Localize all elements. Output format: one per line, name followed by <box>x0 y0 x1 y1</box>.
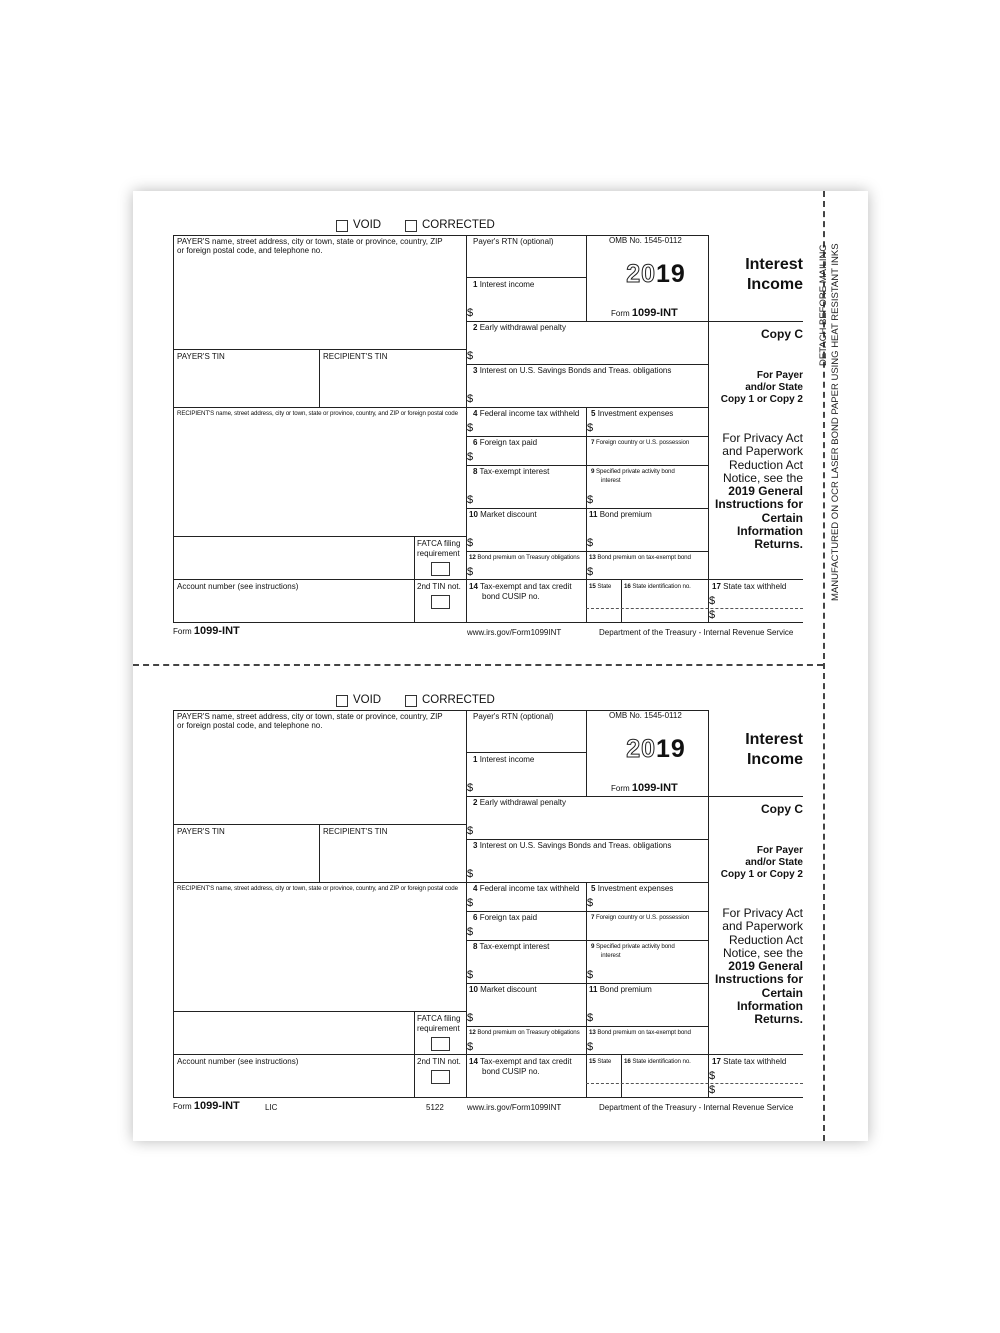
box5-dollar: $ <box>587 422 594 434</box>
box1-label: 1 Interest income <box>473 280 535 289</box>
irs-url[interactable]: www.irs.gov/Form1099INT <box>467 1103 562 1112</box>
department-text: Department of the Treasury - Internal Revenue Service <box>599 628 794 637</box>
box11-label: 11 Bond premium <box>589 510 652 519</box>
box2-dollar: $ <box>467 350 474 362</box>
box17-label: 17 State tax withheld <box>712 582 787 591</box>
box2-dollar: $ <box>467 825 474 837</box>
box3-label: 3 Interest on U.S. Savings Bonds and Treas. obligations <box>473 366 672 375</box>
void-label: VOID <box>353 694 382 706</box>
box15-label: 15 State <box>589 583 612 590</box>
box6-dollar: $ <box>467 451 474 463</box>
box10-dollar: $ <box>467 1012 474 1024</box>
box9-dollar: $ <box>587 494 594 506</box>
box11-dollar: $ <box>587 537 594 549</box>
box13-label: 13 Bond premium on tax-exempt bond <box>589 554 691 561</box>
second-tin-checkbox[interactable] <box>431 1070 450 1084</box>
form-code: 5122 <box>426 1103 444 1112</box>
corrected-checkbox[interactable] <box>405 220 417 232</box>
box3-dollar: $ <box>467 393 474 405</box>
box9-label-2: interest <box>601 952 621 959</box>
box14-label: 14 Tax-exempt and tax credit <box>469 582 572 591</box>
box8-dollar: $ <box>467 494 474 506</box>
department-text: Department of the Treasury - Internal Revenue Service <box>599 1103 794 1112</box>
rtn-label: Payer's RTN (optional) <box>473 237 554 246</box>
box12-label: 12 Bond premium on Treasury obligations <box>469 1029 580 1036</box>
box8-label: 8 Tax-exempt interest <box>473 467 550 476</box>
fatca-checkbox[interactable] <box>431 562 450 576</box>
perforation-horizontal <box>133 664 823 666</box>
box16-label: 16 State identification no. <box>624 583 691 590</box>
form-sheet <box>133 191 868 1141</box>
fatca-label: FATCA filing <box>417 539 461 548</box>
box10-dollar: $ <box>467 537 474 549</box>
box3-label: 3 Interest on U.S. Savings Bonds and Treas. obligations <box>473 841 672 850</box>
box7-label: 7 Foreign country or U.S. possession <box>591 439 690 446</box>
tax-year: 2019 <box>626 735 686 763</box>
box17-label: 17 State tax withheld <box>712 1057 787 1066</box>
payer-name-label-2: or foreign postal code, and telephone no. <box>177 721 323 730</box>
box1-dollar: $ <box>467 782 474 794</box>
box8-dollar: $ <box>467 969 474 981</box>
account-number-label: Account number (see instructions) <box>177 1057 299 1066</box>
box6-dollar: $ <box>467 926 474 938</box>
box9-dollar: $ <box>587 969 594 981</box>
second-tin-label: 2nd TIN not. <box>417 1057 461 1066</box>
payer-name-label: PAYER'S name, street address, city or town, state or province, country, ZIP <box>177 712 443 721</box>
recipient-tin-label: RECIPIENT'S TIN <box>323 352 388 361</box>
second-tin-checkbox[interactable] <box>431 595 450 609</box>
box2-label: 2 Early withdrawal penalty <box>473 323 566 332</box>
form-title: Interest Income <box>745 731 803 768</box>
box11-label: 11 Bond premium <box>589 985 652 994</box>
box12-dollar: $ <box>467 566 474 578</box>
box6-label: 6 Foreign tax paid <box>473 913 538 922</box>
box17-dollar-1: $ <box>709 1070 716 1082</box>
form-copy-bottom <box>133 666 868 1141</box>
for-payer-note: For Payer and/or State Copy 1 or Copy 2 <box>720 845 803 880</box>
box5-dollar: $ <box>587 897 594 909</box>
corrected-label: CORRECTED <box>422 694 495 706</box>
box9-label: 9 Specified private activity bond <box>591 943 675 950</box>
box12-label: 12 Bond premium on Treasury obligations <box>469 554 580 561</box>
box9-label-2: interest <box>601 477 621 484</box>
corrected-checkbox[interactable] <box>405 695 417 707</box>
payer-name-label: PAYER'S name, street address, city or town, state or province, country, ZIP <box>177 237 443 246</box>
account-number-label: Account number (see instructions) <box>177 582 299 591</box>
copy-label: Copy C <box>761 327 803 341</box>
box14-label: 14 Tax-exempt and tax credit <box>469 1057 572 1066</box>
box6-label: 6 Foreign tax paid <box>473 438 538 447</box>
box5-label: 5 Investment expenses <box>591 884 674 893</box>
corrected-label: CORRECTED <box>422 219 495 231</box>
recipient-tin-label: RECIPIENT'S TIN <box>323 827 388 836</box>
box11-dollar: $ <box>587 1012 594 1024</box>
box13-dollar: $ <box>587 1041 594 1053</box>
footer-form-name: Form 1099-INT <box>173 1100 240 1112</box>
tax-year: 2019 <box>626 260 686 288</box>
rtn-label: Payer's RTN (optional) <box>473 712 554 721</box>
box10-label: 10 Market discount <box>469 510 537 519</box>
fatca-checkbox[interactable] <box>431 1037 450 1051</box>
payer-name-label-2: or foreign postal code, and telephone no. <box>177 246 323 255</box>
box14-label-2: bond CUSIP no. <box>482 592 540 601</box>
fatca-label: FATCA filing <box>417 1014 461 1023</box>
omb-number: OMB No. 1545-0112 <box>609 236 682 245</box>
irs-url[interactable]: www.irs.gov/Form1099INT <box>467 628 562 637</box>
fatca-label-2: requirement <box>417 549 460 558</box>
box10-label: 10 Market discount <box>469 985 537 994</box>
box2-label: 2 Early withdrawal penalty <box>473 798 566 807</box>
void-checkbox[interactable] <box>336 695 348 707</box>
box9-label: 9 Specified private activity bond <box>591 468 675 475</box>
form-id-label: Form 1099-INT <box>611 782 678 794</box>
box3-dollar: $ <box>467 868 474 880</box>
privacy-notice: For Privacy Act and Paperwork Reduction Act Notice, see the 2019 General Instructions for Certain Information Returns. <box>714 431 803 552</box>
box17-dollar-2: $ <box>709 609 716 621</box>
box17-dollar-1: $ <box>709 595 716 607</box>
box8-label: 8 Tax-exempt interest <box>473 942 550 951</box>
payer-tin-label: PAYER'S TIN <box>177 827 225 836</box>
box7-label: 7 Foreign country or U.S. possession <box>591 914 690 921</box>
fatca-label-2: requirement <box>417 1024 460 1033</box>
box13-dollar: $ <box>587 566 594 578</box>
void-checkbox[interactable] <box>336 220 348 232</box>
box4-dollar: $ <box>467 422 474 434</box>
omb-number: OMB No. 1545-0112 <box>609 711 682 720</box>
copy-label: Copy C <box>761 802 803 816</box>
box1-dollar: $ <box>467 307 474 319</box>
recipient-name-label: RECIPIENT'S name, street address, city or town, state or province, country, and ZIP or foreign postal code <box>177 410 458 417</box>
recipient-name-label: RECIPIENT'S name, street address, city or town, state or province, country, and ZIP or foreign postal code <box>177 885 458 892</box>
for-payer-note: For Payer and/or State Copy 1 or Copy 2 <box>720 370 803 405</box>
form-id-label: Form 1099-INT <box>611 307 678 319</box>
box16-label: 16 State identification no. <box>624 1058 691 1065</box>
box12-dollar: $ <box>467 1041 474 1053</box>
payer-tin-label: PAYER'S TIN <box>177 352 225 361</box>
box4-label: 4 Federal income tax withheld <box>473 884 580 893</box>
form-title: Interest Income <box>745 256 803 293</box>
footer-form-name: Form 1099-INT <box>173 625 240 637</box>
box14-label-2: bond CUSIP no. <box>482 1067 540 1076</box>
void-label: VOID <box>353 219 382 231</box>
second-tin-label: 2nd TIN not. <box>417 582 461 591</box>
box5-label: 5 Investment expenses <box>591 409 674 418</box>
lic-label: LIC <box>265 1103 278 1112</box>
box13-label: 13 Bond premium on tax-exempt bond <box>589 1029 691 1036</box>
form-copy-top <box>133 191 868 666</box>
privacy-notice: For Privacy Act and Paperwork Reduction Act Notice, see the 2019 General Instructions for Certain Information Returns. <box>714 906 803 1027</box>
box15-label: 15 State <box>589 1058 612 1065</box>
box17-dollar-2: $ <box>709 1084 716 1096</box>
box1-label: 1 Interest income <box>473 755 535 764</box>
box4-dollar: $ <box>467 897 474 909</box>
box4-label: 4 Federal income tax withheld <box>473 409 580 418</box>
side-instructions: DETACH BEFORE MAILING MANUFACTURED ON OCR LASER BOND PAPER USING HEAT RESISTANT INKS <box>818 243 841 601</box>
